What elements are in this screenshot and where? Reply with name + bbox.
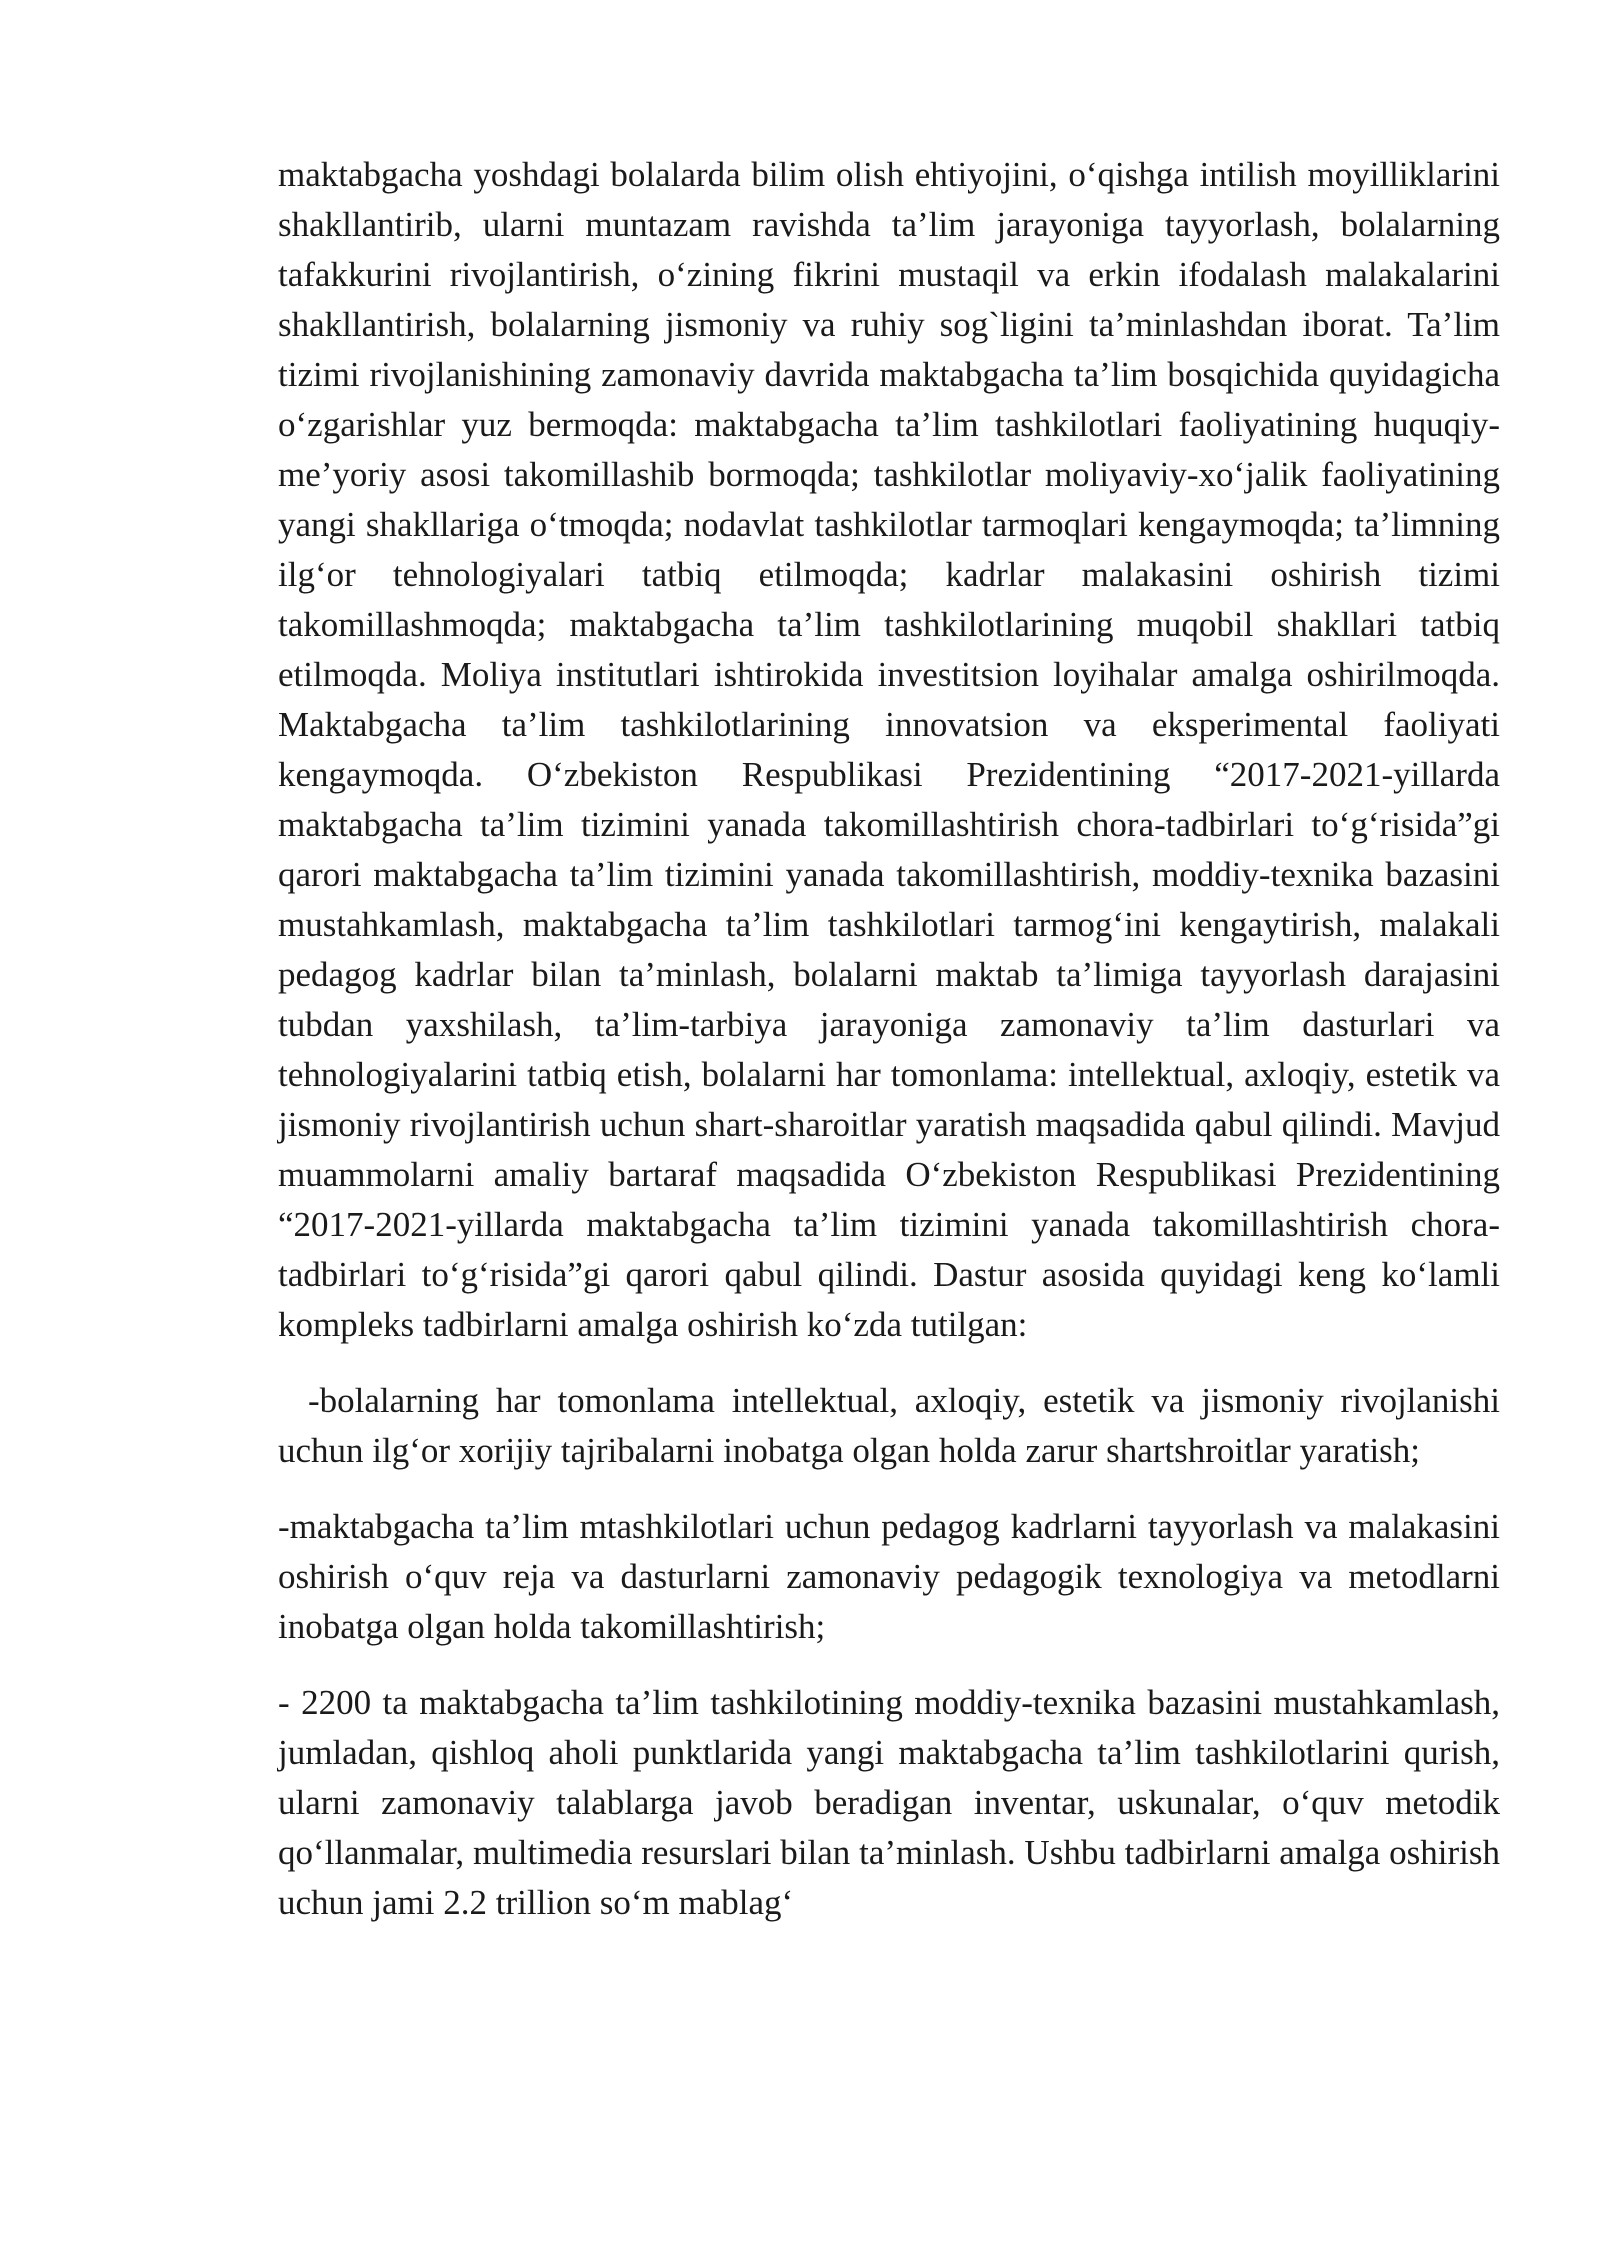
document-body (278, 150, 1500, 1928)
list-item-material-base: - 2200 ta maktabgacha ta’lim tashkilotining moddiy-texnika bazasini mustahkamlash, jumladan, qishloq aholi punktlarida yangi maktabgacha ta’lim tashkilotlarini qurish, ularni zamonaviy talablarga javob beradigan inventar, uskunalar, o‘quv metodik qo‘llanmalar, multimedia resurslari bilan ta’minlash. Ushbu tadbirlarni amalga oshirish uchun jami 2.2 trillion so‘m mablag‘ (278, 1683, 1500, 1922)
body-paragraph: maktabgacha yoshdagi bolalarda bilim olish ehtiyojini, o‘qishga intilish moyilliklarini shakllantirib, ularni muntazam ravishda ta’lim jarayoniga tayyorlash, bolalarning tafakkurini rivojlantirish, o‘zining fikrini mustaqil va erkin ifodalash malakalarini shakllantirish, bolalarning jismoniy va ruhiy sog`ligini ta’minlashdan iborat. Ta’lim tizimi rivojlanishining zamonaviy davrida maktabgacha ta’lim bosqichida quyidagicha o‘zgarishlar yuz bermoqda: maktabgacha ta’lim tashkilotlari faoliyatining huquqiy-me’yoriy asosi takomillashib bormoqda; tashkilotlar moliyaviy-xo‘jalik faoliyatining yangi shakllariga o‘tmoqda; nodavlat tashkilotlar tarmoqlari kengaymoqda; ta’limning ilg‘or tehnologiyalari tatbiq etilmoqda; kadrlar malakasini oshirish tizimi takomillashmoqda; maktabgacha ta’lim tashkilotlarining muqobil shakllari tatbiq etilmoqda. Moliya institutlari ishtirokida investitsion loyihalar amalga oshirilmoqda. Maktabgacha ta’lim tashkilotlarining innovatsion va eksperimental faoliyati kengaymoqda. O‘zbekiston Respublikasi Prezidentining “2017-2021-yillarda maktabgacha ta’lim tizimini yanada takomillashtirish chora-tadbirlari to‘g‘risida”gi qarori maktabgacha ta’lim tizimini yanada takomillashtirish, moddiy-texnika bazasini mustahkamlash, maktabgacha ta’lim tashkilotlari tarmog‘ini kengaytirish, malakali pedagog kadrlar bilan ta’minlash, bolalarni maktab ta’limiga tayyorlash darajasini tubdan yaxshilash, ta’lim-tarbiya jarayoniga zamonaviy ta’lim dasturlari va tehnologiyalarini tatbiq etish, bolalarni har tomonlama: intellektual, axloqiy, estetik va jismoniy rivojlantirish uchun shart-sharoitlar yaratish maqsadida qabul qilindi. Mavjud muammolarni amaliy bartaraf maqsadida O‘zbekiston Respublikasi Prezidentining “2017-2021-yillarda maktabgacha ta’lim tizimini yanada takomillashtirish chora-tadbirlari to‘g‘risida”gi qarori qabul qilindi. Dastur asosida quyidagi keng ko‘lamli kompleks tadbirlarni amalga oshirish ko‘zda tutilgan: (278, 155, 1500, 1344)
list-item-teacher-training: -maktabgacha ta’lim mtashkilotlari uchun pedagog kadrlarni tayyorlash va malakasini oshirish o‘quv reja va dasturlarni zamonaviy pedagogik texnologiya va metodlarni inobatga olgan holda takomillashtirish; (278, 1507, 1500, 1646)
list-item-development-conditions: -bolalarning har tomonlama intellektual, axloqiy, estetik va jismoniy rivojlanishi uchun ilg‘or xorijiy tajribalarni inobatga olgan holda zarur shartshroitlar yaratish; (278, 1381, 1500, 1470)
